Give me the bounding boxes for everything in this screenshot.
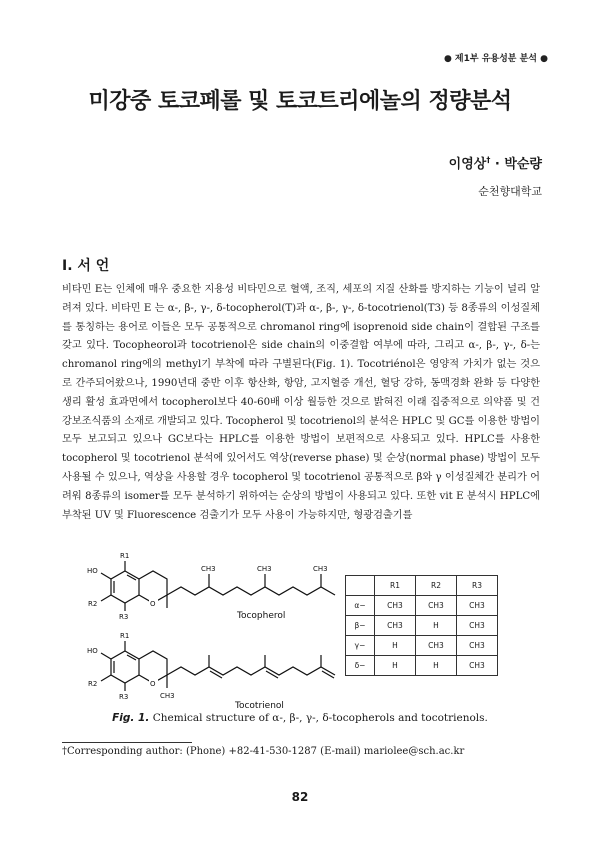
coauthor-name: · 박순량 <box>490 157 542 172</box>
tocotrienol-r1-label: R1 <box>120 632 130 640</box>
table-row <box>346 616 498 636</box>
author-name: 이영상 <box>448 157 487 172</box>
tocopherol-r2-label: R2 <box>88 600 98 608</box>
table-cell: CH3 <box>416 636 457 656</box>
table-cell: H <box>416 656 457 676</box>
page-number: 82 <box>291 790 309 804</box>
table-cell: CH3 <box>457 596 498 616</box>
table-cell: CH3 <box>416 596 457 616</box>
table-header-cell <box>346 576 375 596</box>
affiliation: 순천향대학교 <box>478 185 542 198</box>
footnote-divider <box>62 742 192 743</box>
figure-label: Fig. 1. <box>112 712 150 724</box>
section-tag: ● 제1부 유용성분 분석 ● <box>443 54 548 64</box>
tocotrienol-name: Tocotrienol <box>235 701 284 710</box>
table-cell: H <box>375 656 416 676</box>
table-cell: α− <box>346 596 375 616</box>
footnote: †Corresponding author: (Phone) +82-41-530-1287 (E-mail) mariolee@sch.ac.kr <box>62 746 465 757</box>
table-cell: H <box>375 636 416 656</box>
table-cell: CH3 <box>457 616 498 636</box>
table-cell: δ− <box>346 656 375 676</box>
paper-title: 미강중 토코페롤 및 토코트리에놀의 정량분석 <box>88 89 512 114</box>
table-cell: H <box>416 616 457 636</box>
table-row <box>346 596 498 616</box>
table-header-cell: R1 <box>375 576 416 596</box>
table-cell: CH3 <box>457 656 498 676</box>
tocopherol-r3-label: R3 <box>119 613 129 621</box>
table-cell: β− <box>346 616 375 636</box>
table-header-cell: R2 <box>416 576 457 596</box>
table-cell: CH3 <box>457 636 498 656</box>
tocopherol-ho-label: HO <box>87 567 98 575</box>
figure-caption-text: Chemical structure of α-, β-, γ-, δ-tocopherols and tocotrienols. <box>149 712 488 724</box>
tocotrienol-r3-label: R3 <box>119 693 129 701</box>
tocotrienol-ho-label: HO <box>87 647 98 655</box>
tocotrienol-ring-oxygen: O <box>150 680 156 688</box>
tocopherol-ch3-label-1: CH3 <box>201 565 216 573</box>
table-cell: γ− <box>346 636 375 656</box>
figure-caption <box>0 712 600 724</box>
table-cell: CH3 <box>375 596 416 616</box>
tocopherol-name: Tocopherol <box>237 611 286 621</box>
tocotrienol-r2-label: R2 <box>88 680 98 688</box>
tocotrienol-ch3-label: CH3 <box>160 692 175 700</box>
corresponding-mark: † <box>486 155 491 165</box>
tocopherol-r1-label: R1 <box>120 552 130 560</box>
table-cell: CH3 <box>375 616 416 636</box>
body-paragraph: 비타민 E는 인체에 매우 중요한 지용성 비타민으로 혈액, 조직, 세포의 지질 산화를 방지하는 기능이 널리 알려져 있다. 비타민 E 는 α-, β-, γ-, δ-tocopherol(T)과 α-, β-, γ-, δ-tocotrienol(T3) 등 8종류의 이성질체를 통칭하는 용어로 이들은 모두 공통적으로 chromanol ring에 isoprenoid side chain이 결합된 구조를 갖고 있다. Tocopheorol과 tocotrienol은 side chain의 이중결합 여부에 따라, 그리고 α-, β-, γ-, δ-는 chromanol ring에의 methyl기 부착에 따라 구별된다(Fig. 1). Tocotriénol은 영양적 가치가 없는 것으로 간주되어왔으나, 1990년대 중반 이후 항산화, 항암, 고지혈증 개선, 혈당 강하, 동맥경화 완화 등 다양한 생리 활성 효과면에서 tocopherol보다 40-60배 이상 월등한 것으로 밝혀진 이래 집중적으로 의약품 및 건강보조식품의 소재로 개발되고 있다. Tocopherol 및 tocotrienol의 분석은 HPLC 및 GC를 이용한 방법이 모두 보고되고 있으나 GC보다는 HPLC를 이용한 방법이 보편적으로 사용되고 있다. HPLC를 사용한 tocopherol 및 tocotrienol 분석에 있어서도 역상(reverse phase) 및 순상(normal phase) 방법이 모두 사용될 수 있으나, 역상을 사용할 경우 tocopherol 및 tocotrienol 공통적으로 β와 γ 이성질체간 분리가 어려워 8종류의 isomer를 모두 분석하기 위하여는 순상의 방법이 사용되고 있다. 또한 vit E 분석시 HPLC에 부착된 UV 및 Fluorescence 검출기가 모두 사용이 가능하지만, 형광검출기를 <box>62 284 540 521</box>
section-heading: I. 서 언 <box>62 258 110 274</box>
table-header-row <box>346 576 498 596</box>
substituent-table <box>345 575 498 676</box>
tocopherol-ch3-label-2: CH3 <box>257 565 272 573</box>
authors <box>449 153 542 172</box>
table-row <box>346 636 498 656</box>
table-row <box>346 656 498 676</box>
tocopherol-ring-oxygen: O <box>150 600 156 608</box>
chemical-structure-diagram <box>85 548 345 710</box>
table-header-cell: R3 <box>457 576 498 596</box>
tocopherol-ch3-label-3: CH3 <box>313 565 328 573</box>
